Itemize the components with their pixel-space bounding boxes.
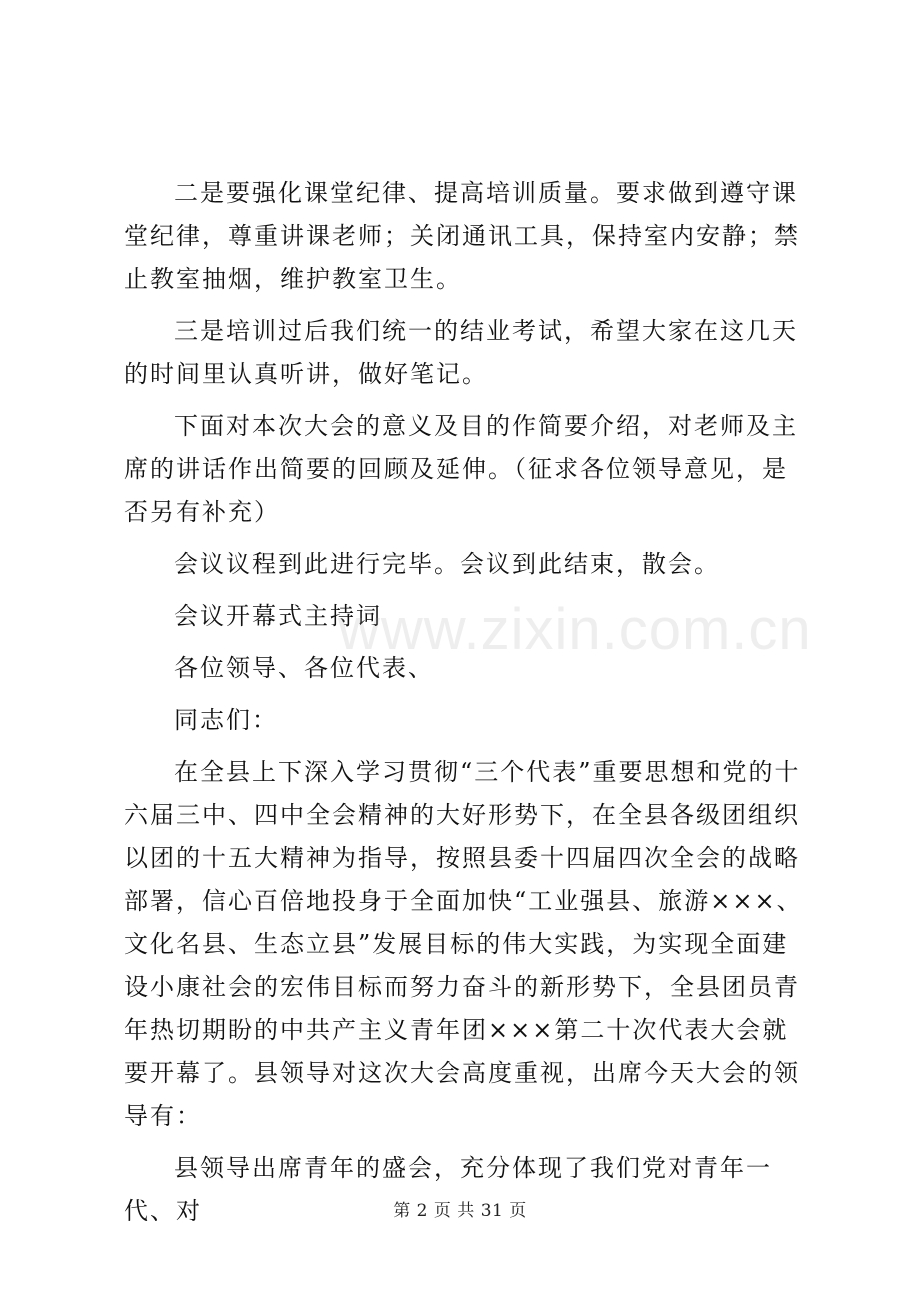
paragraph: 会议议程到此进行完毕。会议到此结束，散会。 [174, 550, 720, 578]
paragraph: 二是要强化课堂纪律、提高培训质量。要求做到遵守课堂纪律，尊重讲课老师；关闭通讯工具，保持室内安静；禁止教室抽烟，维护教室卫生。 [124, 179, 800, 293]
paragraph: 各位领导、各位代表、 [174, 654, 434, 682]
paragraph: 三是培训过后我们统一的结业考试，希望大家在这几天的时间里认真听讲，做好笔记。 [124, 317, 798, 388]
paragraph: 会议开幕式主持词 [174, 602, 382, 630]
paragraph: 县领导出席青年的盛会，充分体现了我们党对青年一代、对 [124, 1154, 772, 1225]
watermark: www.zixin.com.cn [338, 597, 812, 662]
page-footer: 第 2 页 共 31 页 [393, 1201, 527, 1221]
paragraph: 同志们： [174, 706, 278, 734]
document-body [124, 172, 804, 1242]
paragraph: 下面对本次大会的意义及目的作简要介绍，对老师及主席的讲话作出简要的回顾及延伸。（征求各位领导意见，是否另有补充） [124, 412, 798, 526]
paragraph: 在全县上下深入学习贯彻“三个代表”重要思想和党的十六届三中、四中全会精神的大好形势下，在全县各级团组织以团的十五大精神为指导，按照县委十四届四次全会的战略部署，信心百倍地投身于全面加快“工业强县、旅游×××、文化名县、生态立县”发展目标的伟大实践，为实现全面建设小康社会的宏伟目标而努力奋斗的新形势下，全县团员青年热切期盼的中共产主义青年团×××第二十次代表大会就要开幕了。县领导对这次大会高度重视，出席今天大会的领导有： [124, 758, 803, 1130]
